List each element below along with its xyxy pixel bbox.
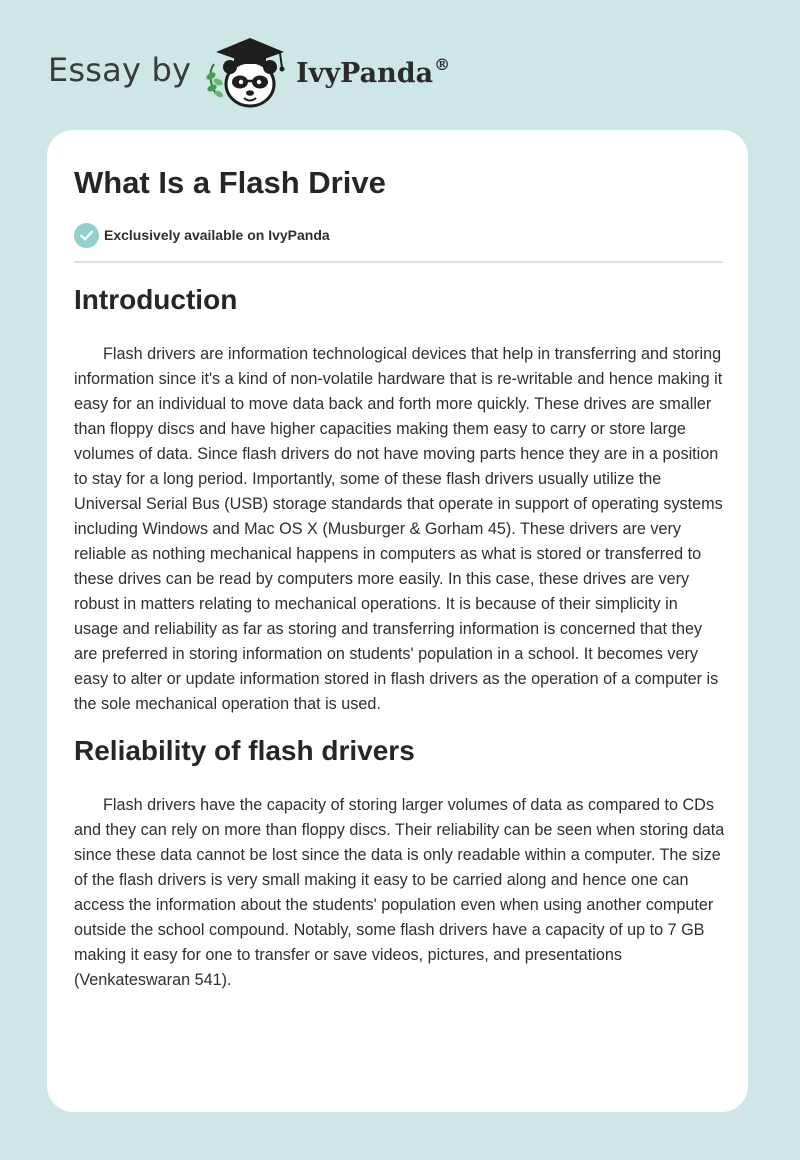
registered-mark: ®: [434, 55, 451, 74]
article-card: [47, 130, 748, 1112]
section-paragraph-reliability: Flash drivers have the capacity of storing larger volumes of data as compared to CDs and they can rely on more than floppy discs. Their reliability can be seen when storing data since these data cannot be lost since the data is only readable within a computer. The size of the flash drivers is very small making it easy to be carried along and hence one can access the information about the students' population even when using another computer outside the school compound. Notably, some flash drivers have a capacity of up to 7 GB making it easy for one to transfer or save videos, pictures, and presentations (Venkateswaran 541).: [74, 796, 725, 989]
check-circle-icon: [74, 223, 99, 248]
exclusive-badge: [74, 222, 330, 248]
page-title: What Is a Flash Drive: [74, 165, 386, 200]
brand-name[interactable]: IvyPanda®: [296, 55, 451, 89]
section-paragraph-introduction: Flash drivers are information technological devices that help in transferring and storing information since it's a kind of non-volatile hardware that is re-writable and hence making it easy for an individual to move data back and forth more quickly. These drives are smaller than floppy discs and have higher capacities making them easy to carry or store large volumes of data. Since flash drivers do not have moving parts hence they are in a position to stay for a long period. Importantly, some of these flash drivers usually utilize the Universal Serial Bus (USB) storage standards that operate in support of operating systems including Windows and Mac OS X (Musburger & Gorham 45). These drivers are very reliable as nothing mechanical happens in computers as what is stored or transferred to these drives can be read by computers more easily. In this case, these drives are very robust in matters relating to mechanical operations. It is because of their simplicity in usage and reliability as far as storing and transferring information is concerned that they are preferred in storing information on students' population in a school. It becomes very easy to alter or update information stored in flash drivers as the operation of a computer is the sole mechanical operation that is used.: [74, 345, 723, 713]
badge-text: Exclusively available on IvyPanda: [104, 227, 330, 243]
divider: [74, 261, 723, 263]
brand-prefix: Essay by: [48, 51, 192, 89]
panda-graduate-icon[interactable]: [200, 36, 296, 110]
site-header: [0, 0, 800, 130]
section-heading-reliability: Reliability of flash drivers: [74, 735, 415, 766]
section-heading-introduction: Introduction: [74, 284, 238, 315]
